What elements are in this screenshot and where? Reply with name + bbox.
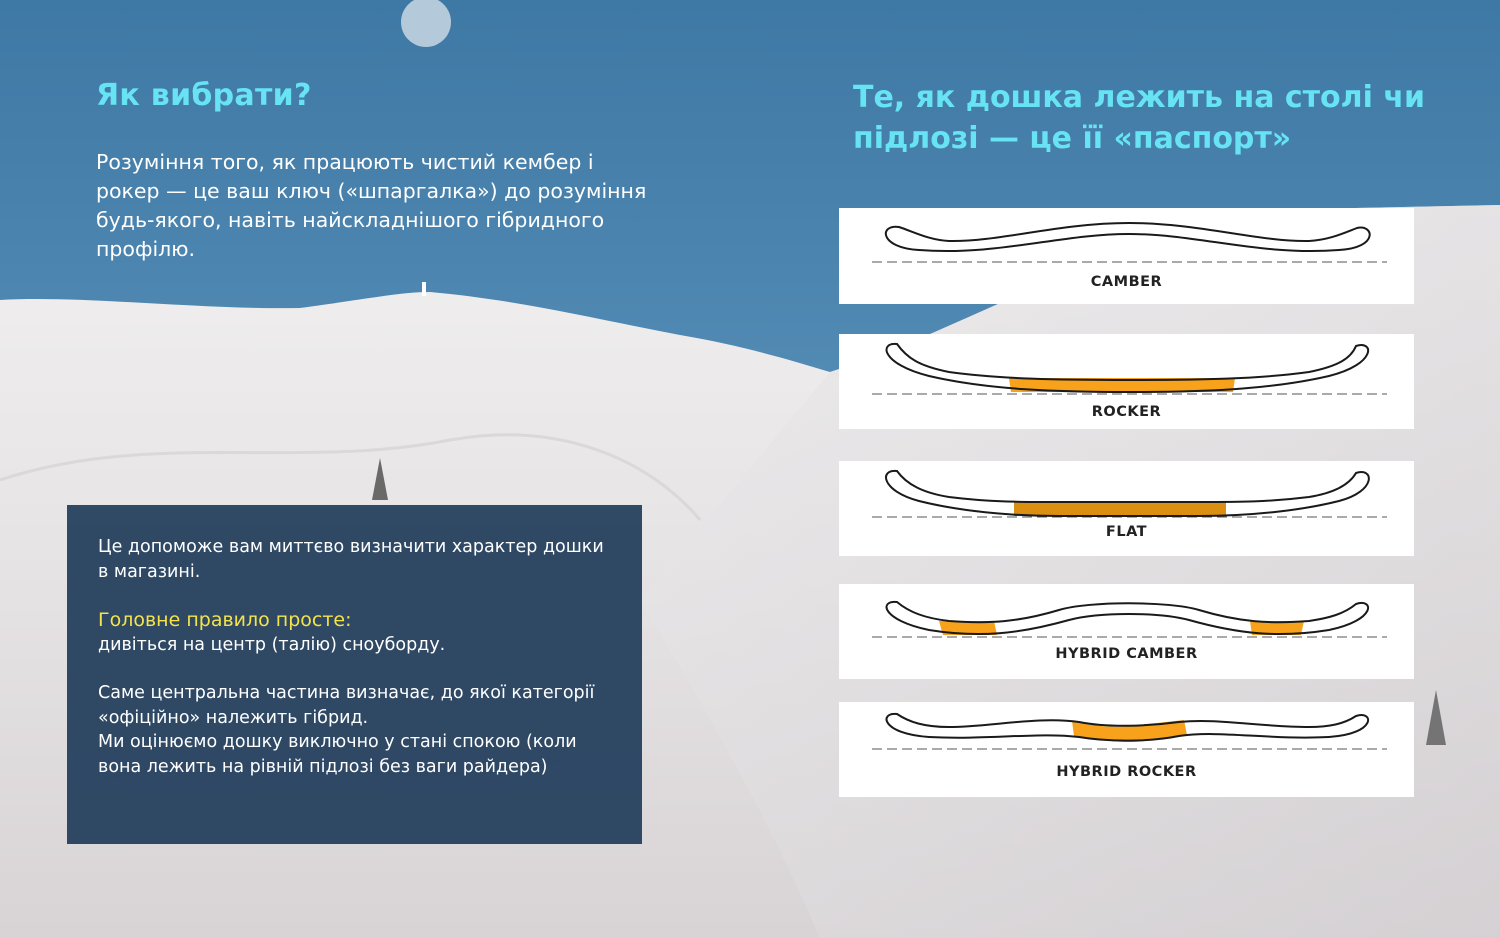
profile-label-flat: FLAT <box>1105 524 1148 540</box>
profile-card-camber <box>839 208 1414 304</box>
profile-card-flat <box>839 461 1414 556</box>
rule-text: дивіться на центр (талію) сноуборду. <box>98 634 446 655</box>
hybrid-camber-diagram <box>839 584 1414 679</box>
profiles-title: Те, як дошка лежить на столі чи підлозі — це її «паспорт» <box>853 80 1425 156</box>
flat-diagram <box>839 461 1414 556</box>
info-paragraph-2: Ми оцінюємо дошку виключно у стані спокою (коли вона лежить на рівній підлозі без ваги райдера) <box>98 732 577 777</box>
profile-label-rocker: ROCKER <box>1091 404 1162 420</box>
rule-title: Головне правило просте: <box>98 609 352 631</box>
intro-text: Розуміння того, як працюють чистий кембер і рокер — це ваш ключ («шпаргалка») до розуміння будь-якого, навіть найскладнішого гібридного профілю. <box>96 150 647 261</box>
hybrid-rocker-diagram <box>839 702 1414 797</box>
profile-card-hybrid-rocker <box>839 702 1414 797</box>
profile-label-hybrid-camber: HYBRID CAMBER <box>1055 646 1198 662</box>
info-line: Це допоможе вам миттєво визначити характер дошки в магазині. <box>98 537 604 582</box>
profile-label-hybrid-rocker: HYBRID ROCKER <box>1056 764 1197 780</box>
profile-card-rocker <box>839 334 1414 429</box>
info-box <box>67 505 642 844</box>
info-paragraph: Саме центральна частина визначає, до якої категорії «офіційно» належить гібрид. <box>98 683 595 728</box>
page-title: Як вибрати? <box>96 78 312 113</box>
profile-card-hybrid-camber <box>839 584 1414 679</box>
profile-label-camber: CAMBER <box>1090 274 1163 290</box>
